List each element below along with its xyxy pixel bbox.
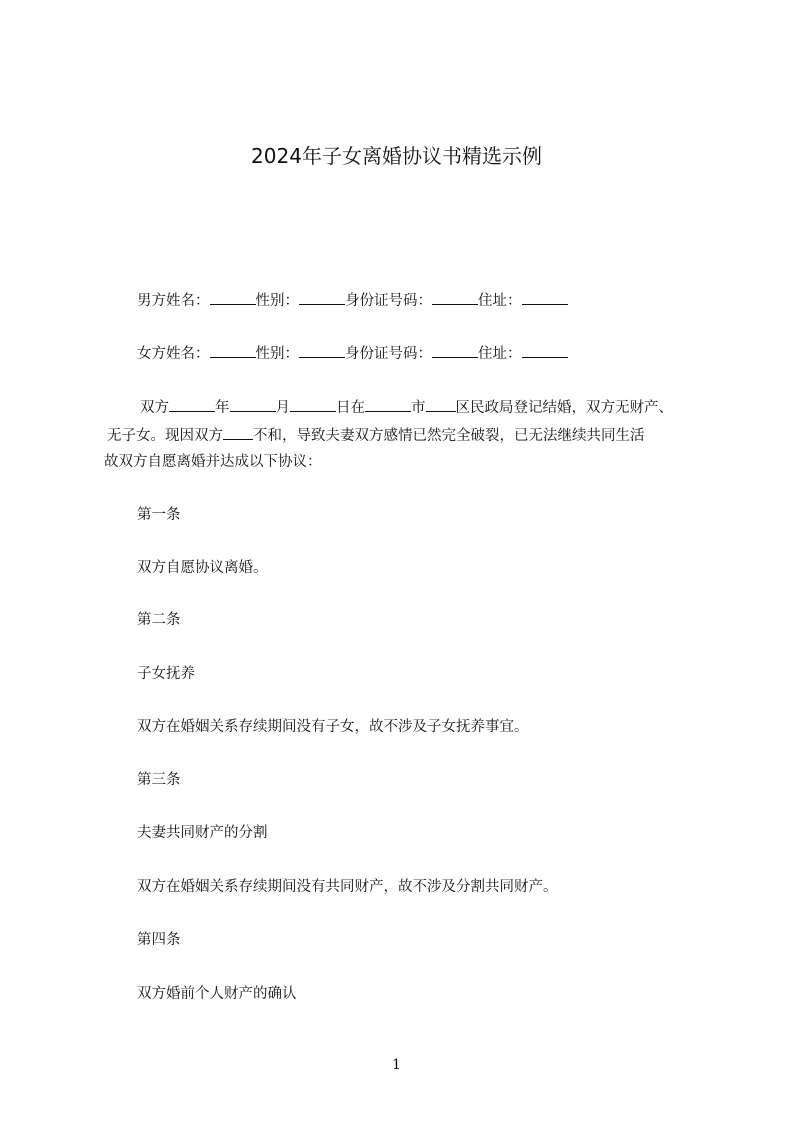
article-2-subheading: 子女抚养 — [137, 666, 195, 682]
page-title: 2024年子女离婚协议书精选示例 — [251, 144, 542, 168]
preamble-line2-b: 不和，导致夫妻双方感情已然完全破裂，已无法继续共同生活 — [253, 428, 645, 444]
preamble-month: 月 — [275, 400, 290, 416]
male-info-line — [137, 290, 568, 311]
preamble-line-2 — [107, 425, 645, 446]
year-blank[interactable] — [169, 397, 215, 412]
article-4-heading: 第四条 — [137, 932, 181, 948]
district-blank[interactable] — [426, 397, 456, 412]
male-gender-blank[interactable] — [299, 290, 345, 305]
article-3-body: 双方在婚姻关系存续期间没有共同财产，故不涉及分割共同财产。 — [137, 879, 558, 895]
preamble-bureau: 区民政局登记结婚，双方无财产、 — [455, 400, 673, 416]
preamble-lead: 双方 — [140, 400, 169, 416]
female-address-blank[interactable] — [522, 343, 568, 358]
male-id-blank[interactable] — [432, 290, 478, 305]
female-id-blank[interactable] — [432, 343, 478, 358]
city-blank[interactable] — [365, 397, 411, 412]
article-2-body: 双方在婚姻关系存续期间没有子女，故不涉及子女抚养事宜。 — [137, 719, 529, 735]
day-blank[interactable] — [290, 397, 336, 412]
female-gender-blank[interactable] — [299, 343, 345, 358]
article-1-body: 双方自愿协议离婚。 — [137, 560, 268, 576]
male-gender-label: 性别： — [255, 293, 299, 309]
article-3-subheading: 夫妻共同财产的分割 — [137, 825, 268, 841]
article-2-heading: 第二条 — [137, 612, 181, 628]
male-name-blank[interactable] — [210, 290, 256, 305]
female-address-label: 住址： — [478, 346, 522, 362]
page-number: 1 — [392, 1057, 401, 1073]
female-info-line — [137, 343, 568, 364]
article-3-heading: 第三条 — [137, 772, 181, 788]
month-blank[interactable] — [230, 397, 276, 412]
female-gender-label: 性别： — [255, 346, 299, 362]
preamble-line-3: 故双方自愿离婚并达成以下协议： — [104, 454, 322, 470]
preamble-city: 市 — [411, 400, 426, 416]
article-4-subheading: 双方婚前个人财产的确认 — [137, 986, 297, 1002]
preamble-day-place: 日在 — [336, 400, 365, 416]
male-id-label: 身份证号码： — [345, 293, 432, 309]
female-id-label: 身份证号码： — [345, 346, 432, 362]
female-name-label: 女方姓名： — [137, 346, 210, 362]
reason-blank[interactable] — [223, 425, 253, 440]
male-address-label: 住址： — [478, 293, 522, 309]
male-name-label: 男方姓名： — [137, 293, 210, 309]
preamble-year: 年 — [215, 400, 230, 416]
male-address-blank[interactable] — [522, 290, 568, 305]
preamble-line-1 — [140, 397, 673, 418]
preamble-line2-a: 无子女。现因双方 — [107, 428, 223, 444]
female-name-blank[interactable] — [210, 343, 256, 358]
article-1-heading: 第一条 — [137, 507, 181, 523]
